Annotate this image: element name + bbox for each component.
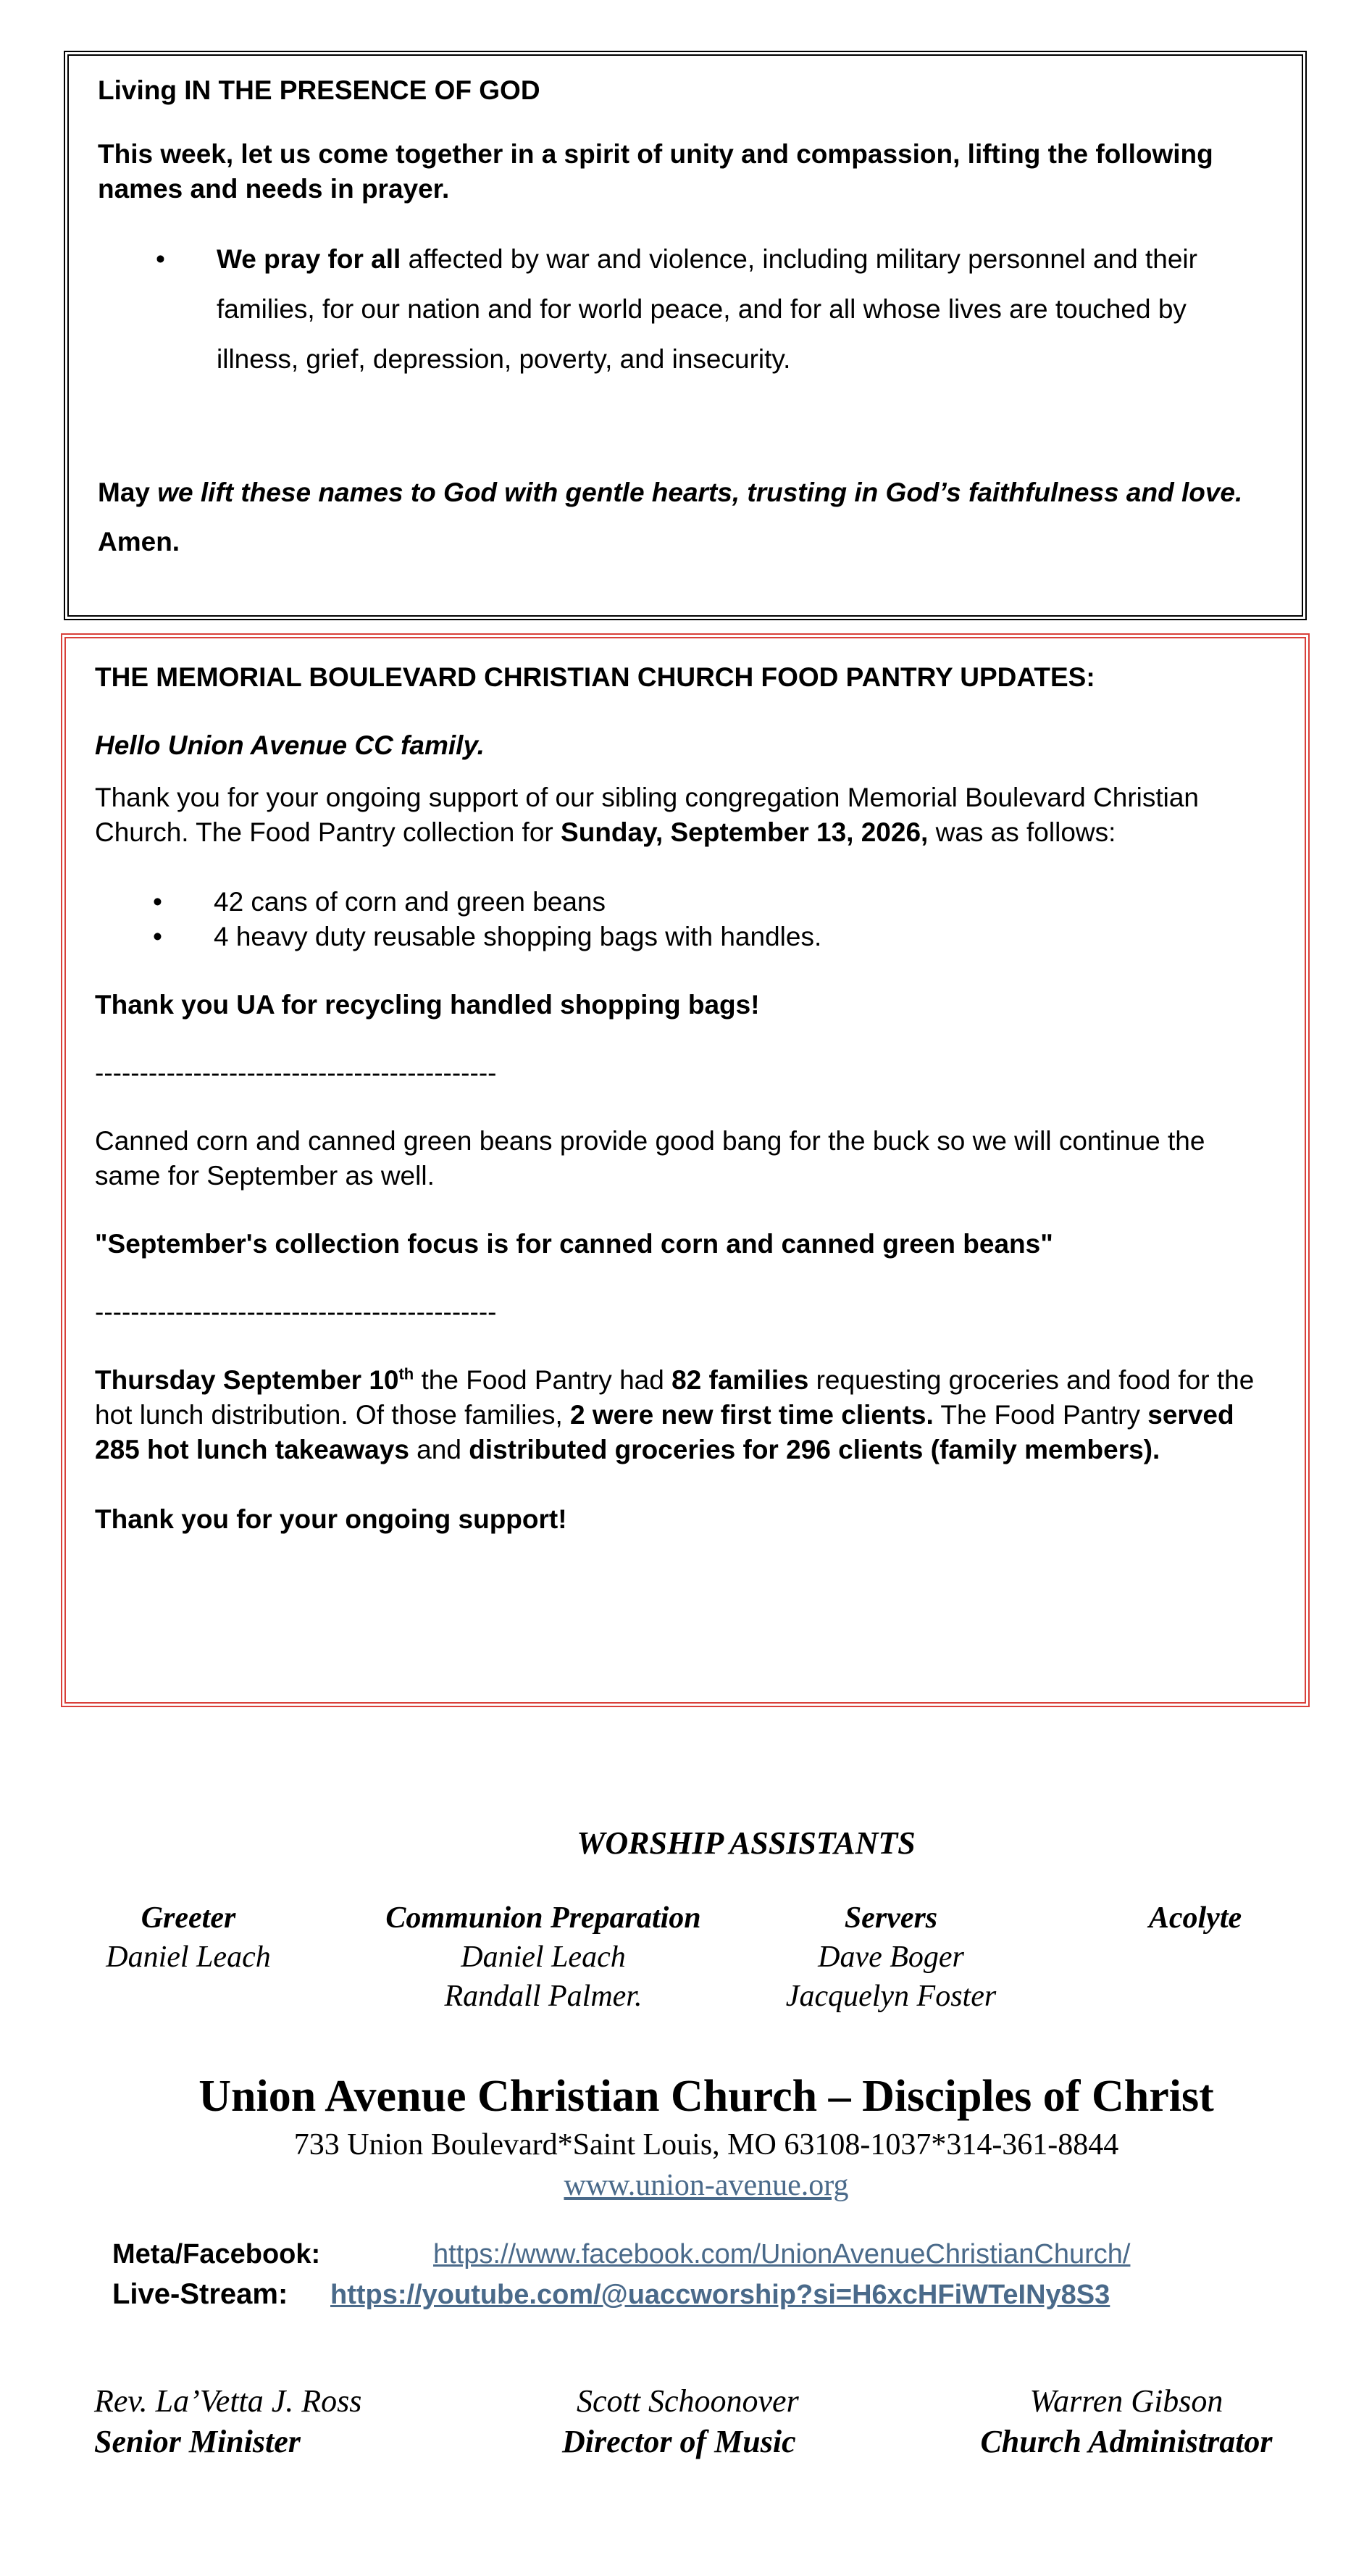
thursday-served: served 285 hot lunch takeaways (95, 1400, 1234, 1464)
thursday-date: Thursday September 10 (95, 1365, 399, 1395)
prayer-closing (98, 468, 1273, 567)
staff-name: Rev. La’Vetta J. Ross (94, 2383, 362, 2419)
acolyte-column (1101, 1898, 1289, 1938)
greeter-name: Daniel Leach (106, 1941, 271, 1974)
divider: --------------------------------------------- (95, 1297, 497, 1327)
staff-director-of-music (562, 2381, 799, 2462)
staff-title: Church Administrator (980, 2424, 1273, 2459)
prayer-closing-amen: Amen. (98, 527, 180, 557)
pantry-thursday-report (95, 1363, 1276, 1467)
prayer-closing-lead: May (98, 478, 150, 507)
pantry-thanks-date: Sunday, September 13, 2026, (561, 817, 929, 847)
pantry-recycle: Thank you UA for recycling handled shopping bags! (95, 990, 760, 1020)
greeter-column (94, 1898, 283, 1977)
prayer-section (64, 51, 1307, 620)
food-pantry-section (61, 633, 1310, 1707)
thursday-new-clients: 2 were new first time clients. (570, 1400, 934, 1430)
pantry-thanks-tail: was as follows: (928, 817, 1116, 847)
thursday-text-b: requesting groceries and food for the hot lunch distribution. Of those families, (95, 1365, 1255, 1430)
thursday-families: 82 families (671, 1365, 809, 1395)
worship-assistants-title: WORSHIP ASSISTANTS (577, 1825, 916, 1861)
greeter-heading: Greeter (141, 1901, 236, 1935)
pantry-heading: THE MEMORIAL BOULEVARD CHRISTIAN CHURCH FOOD PANTRY UPDATES: (95, 662, 1095, 692)
facebook-link[interactable]: https://www.facebook.com/UnionAvenueChristianChurch/ (433, 2239, 1131, 2269)
prayer-bullet (98, 234, 1273, 384)
communion-column (362, 1898, 724, 2016)
thursday-distributed: distributed groceries for 296 clients (family members). (469, 1435, 1160, 1464)
church-name: Union Avenue Christian Church – Disciples of Christ (198, 2072, 1214, 2121)
divider: --------------------------------------------- (95, 1058, 497, 1088)
communion-name: Randall Palmer. (444, 1980, 643, 2013)
prayer-bullet-text: affected by war and violence, including military personnel and their families, for our nation and for world peace, and for all whose lives are touched by illness, grief, depression, poverty, and insecurity. (217, 244, 1197, 374)
prayer-closing-italic: we lift these names to God with gentle hearts, trusting in God’s faithfulness and love. (149, 478, 1243, 507)
pantry-items-list (95, 885, 1276, 954)
prayer-bullet-bold: We pray for all (217, 244, 401, 274)
staff-name: Scott Schoonover (577, 2383, 799, 2419)
livestream-link[interactable]: https://youtube.com/@uaccworship?si=H6xcHFiWTeINy8S3 (330, 2280, 1110, 2310)
list-item: • 42 cans of corn and green beans (95, 885, 1276, 920)
pantry-final-thanks: Thank you for your ongoing support! (95, 1504, 567, 1534)
thursday-text-d: and (409, 1435, 469, 1464)
website-link[interactable]: www.union-avenue.org (564, 2169, 849, 2202)
thursday-date-suffix: th (398, 1364, 414, 1383)
pantry-greeting: Hello Union Avenue CC family. (95, 730, 485, 760)
staff-senior-minister (94, 2381, 361, 2462)
communion-heading: Communion Preparation (385, 1901, 701, 1935)
pantry-canned-note: Canned corn and canned green beans provide good bang for the buck so we will continue the same for September as well. (95, 1126, 1205, 1191)
staff-name: Warren Gibson (1029, 2383, 1223, 2419)
thursday-text-a: the Food Pantry had (414, 1365, 672, 1395)
communion-name: Daniel Leach (461, 1941, 626, 1974)
pantry-thanks (95, 780, 1276, 850)
facebook-label: Meta/Facebook: (112, 2239, 321, 2269)
acolyte-heading: Acolyte (1148, 1901, 1242, 1935)
servers-heading: Servers (844, 1901, 938, 1935)
list-item: • 4 heavy duty reusable shopping bags with handles. (95, 920, 1276, 954)
servers-column (753, 1898, 1029, 2016)
prayer-heading: Living IN THE PRESENCE OF GOD (98, 75, 540, 105)
pantry-focus: "September's collection focus is for canned corn and canned green beans" (95, 1229, 1053, 1259)
pantry-thanks-text: Thank you for your ongoing support of our sibling congregation Memorial Boulevard Christian Church. The Food Pantry collection for (95, 783, 1200, 847)
staff-church-administrator (960, 2381, 1293, 2462)
staff-title: Senior Minister (94, 2424, 301, 2459)
livestream-label: Live-Stream: (112, 2278, 288, 2310)
staff-title: Director of Music (562, 2424, 796, 2459)
thursday-text-c: The Food Pantry (933, 1400, 1148, 1430)
prayer-intro: This week, let us come together in a spirit of unity and compassion, lifting the following names and needs in prayer. (98, 139, 1213, 204)
church-address: 733 Union Boulevard*Saint Louis, MO 63108-1037*314-361-8844 (293, 2128, 1119, 2162)
servers-name: Dave Boger (818, 1941, 964, 1974)
website-row (0, 2168, 1364, 2203)
servers-name: Jacquelyn Foster (785, 1980, 997, 2013)
